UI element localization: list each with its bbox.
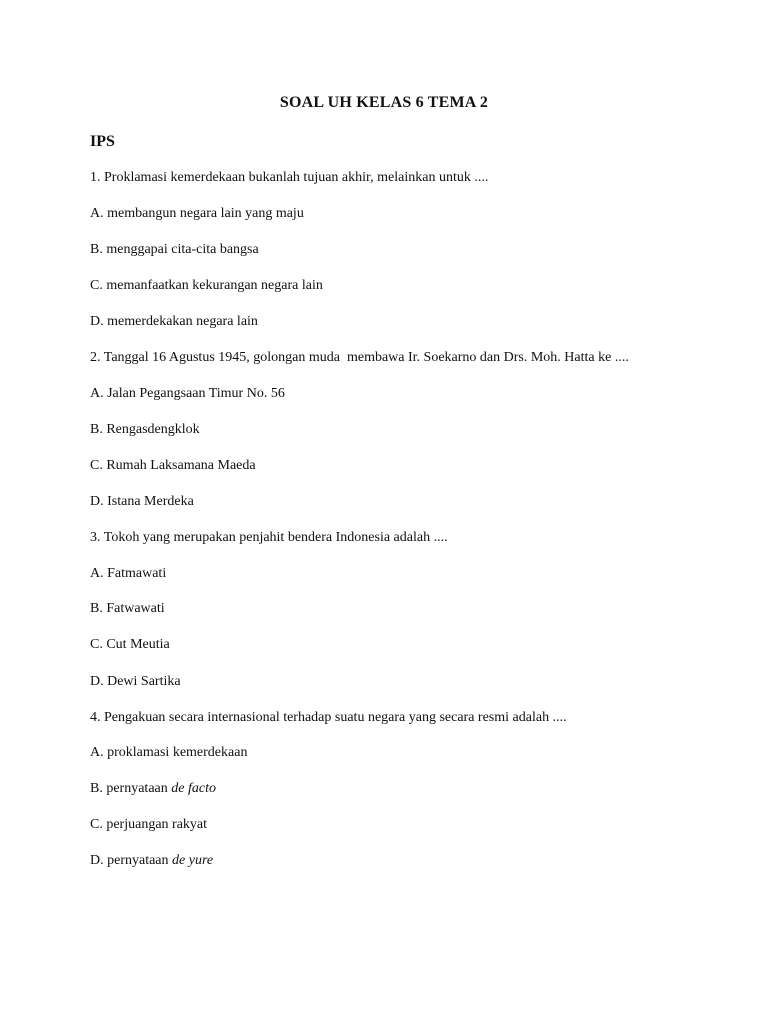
option-text: B. Fatwawati: [90, 601, 165, 616]
option-text: A. Jalan Pegangsaan Timur No. 56: [90, 386, 285, 401]
option-text: B. menggapai cita-cita bangsa: [90, 242, 259, 257]
question-3-option-c: [90, 637, 170, 653]
question-1-option-b: [90, 242, 259, 258]
question-4-text: 4. Pengakuan secara internasional terhadap suatu negara yang secara resmi adalah ....: [90, 710, 567, 725]
question-4-option-a: [90, 745, 247, 761]
question-1-option-d: [90, 314, 258, 330]
option-text: B. pernyataan: [90, 781, 172, 796]
option-text: D. Istana Merdeka: [90, 494, 194, 509]
option-text: D. pernyataan: [90, 853, 173, 868]
document-title: SOAL UH KELAS 6 TEMA 2: [279, 94, 489, 111]
option-text: C. memanfaatkan kekurangan negara lain: [90, 278, 323, 293]
question-3-option-a: [90, 566, 166, 582]
question-3-option-d: [90, 674, 181, 690]
question-1-text: 1. Proklamasi kemerdekaan bukanlah tujuan akhir, melainkan untuk ....: [90, 170, 489, 185]
option-text: C. Cut Meutia: [90, 637, 170, 652]
question-2-option-d: [90, 494, 194, 510]
section-heading: IPS: [90, 133, 115, 150]
question-3-option-b: [90, 601, 165, 617]
option-emphasis: de facto: [171, 781, 216, 796]
question-2-option-c: [90, 458, 256, 474]
option-text: A. Fatmawati: [90, 566, 167, 581]
option-text: B. Rengasdengklok: [90, 422, 200, 437]
option-text: C. perjuangan rakyat: [90, 817, 208, 832]
option-text: A. membangun negara lain yang maju: [90, 206, 304, 221]
option-text: C. Rumah Laksamana Maeda: [90, 458, 256, 473]
option-text: D. Dewi Sartika: [90, 674, 181, 689]
option-text: A. proklamasi kemerdekaan: [90, 745, 248, 760]
option-text: D. memerdekakan negara lain: [90, 314, 258, 329]
question-4-option-c: [90, 817, 207, 833]
question-4-option-b: [90, 781, 216, 797]
question-2-text: 2. Tanggal 16 Agustus 1945, golongan muda membawa Ir. Soekarno dan Drs. Moh. Hatta ke ....: [90, 350, 629, 365]
question-2-option-b: [90, 422, 200, 438]
option-emphasis: de yure: [172, 853, 214, 868]
question-3-text: 3. Tokoh yang merupakan penjahit bendera Indonesia adalah ....: [90, 530, 448, 545]
question-1-option-c: [90, 278, 323, 294]
question-4-option-d: [90, 853, 213, 869]
question-1-option-a: [90, 206, 304, 222]
question-2-option-a: [90, 386, 285, 402]
